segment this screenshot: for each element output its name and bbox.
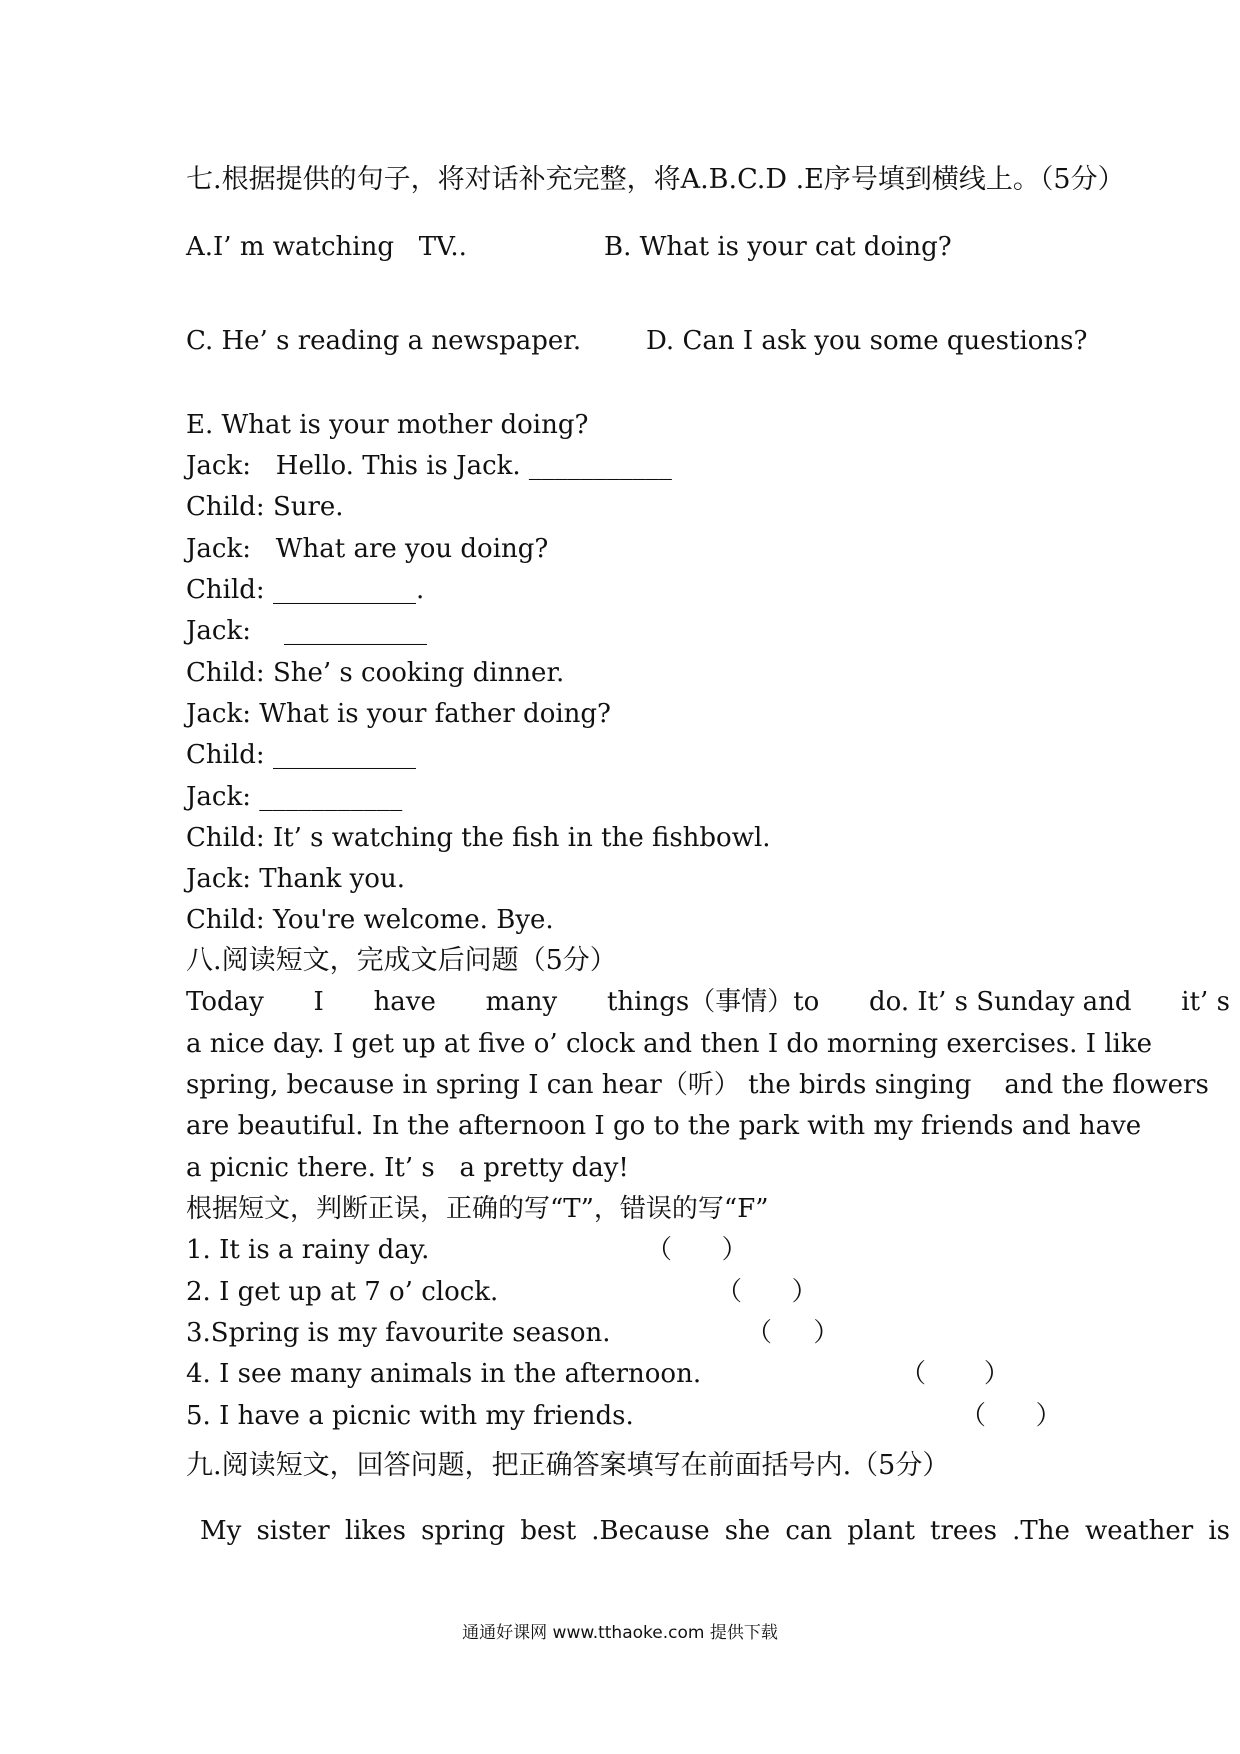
passage-word: trees xyxy=(930,1516,998,1546)
passage-line: a picnic there. It’ s a pretty day! xyxy=(186,1153,629,1183)
section-8-heading: 八.阅读短文，完成文后问题（5分） xyxy=(186,945,617,976)
option-b: B. What is your cat doing? xyxy=(604,232,952,262)
answer-bracket[interactable]: （ ） xyxy=(716,1277,818,1307)
passage-word: likes xyxy=(344,1516,406,1546)
answer-bracket[interactable]: （ ） xyxy=(960,1401,1062,1431)
answer-bracket[interactable]: （ ） xyxy=(646,1235,748,1265)
passage-word: do. It’ s Sunday and xyxy=(869,987,1132,1017)
section-7-heading: 七.根据提供的句子，将对话补充完整，将A.B.C.D .E序号填到横线上。（5分） xyxy=(186,164,1125,195)
dialogue-line: Jack: ___________ xyxy=(186,782,403,812)
dialogue-line: Child: It’ s watching the fish in the fishbowl. xyxy=(186,823,771,853)
passage-word: plant xyxy=(847,1516,915,1546)
passage-word: .The xyxy=(1012,1516,1070,1546)
option-d: D. Can I ask you some questions? xyxy=(646,326,1088,356)
option-e: E. What is your mother doing? xyxy=(186,410,589,440)
passage-line: a nice day. I get up at five o’ clock and then I do morning exercises. I like xyxy=(186,1029,1153,1059)
dialogue-line: Jack: Thank you. xyxy=(186,864,405,894)
option-a: A.I’ m watching TV.. xyxy=(186,232,467,262)
dialogue-line: Jack: ___________ xyxy=(186,616,428,646)
passage-word: is xyxy=(1208,1516,1230,1546)
option-c: C. He’ s reading a newspaper. xyxy=(186,326,582,356)
passage-line xyxy=(186,989,1230,1015)
passage-line: are beautiful. In the afternoon I go to the park with my friends and have xyxy=(186,1111,1142,1141)
dialogue-line: Jack: Hello. This is Jack. ___________ xyxy=(186,451,672,481)
dialogue-line: Child: ___________. xyxy=(186,575,425,605)
statement-text: 1. It is a rainy day. xyxy=(186,1235,430,1265)
passage-line: spring, because in spring I can hear（听） the birds singing and the flowers xyxy=(186,1070,1209,1100)
dialogue-line: Child: You're welcome. Bye. xyxy=(186,905,554,935)
passage-word: it’ s xyxy=(1181,987,1230,1017)
passage-word: Today xyxy=(186,987,264,1017)
tf-instruction: 根据短文，判断正误，正确的写“T”，错误的写“F” xyxy=(186,1194,769,1224)
statement-text: 3.Spring is my favourite season. xyxy=(186,1318,611,1348)
passage-word: My xyxy=(200,1516,242,1546)
passage-word: weather xyxy=(1085,1516,1194,1546)
passage-word: things（事情）to xyxy=(606,987,820,1017)
passage-word: .Because xyxy=(591,1516,710,1546)
passage-word: best xyxy=(520,1516,577,1546)
passage-word: many xyxy=(485,987,558,1017)
answer-bracket[interactable]: （ ） xyxy=(746,1318,840,1348)
passage-word: can xyxy=(785,1516,833,1546)
passage-word: I xyxy=(313,987,324,1017)
page-footer: 通通好课网 www.tthaoke.com 提供下载 xyxy=(462,1623,778,1643)
dialogue-line: Jack: What are you doing? xyxy=(186,534,549,564)
passage-line xyxy=(200,1518,1230,1544)
statement-text: 2. I get up at 7 o’ clock. xyxy=(186,1277,499,1307)
dialogue-line: Child: She’ s cooking dinner. xyxy=(186,658,565,688)
dialogue-line: Child: Sure. xyxy=(186,492,344,522)
passage-word: have xyxy=(373,987,436,1017)
statement-text: 4. I see many animals in the afternoon. xyxy=(186,1359,702,1389)
passage-word: sister xyxy=(256,1516,330,1546)
dialogue-line: Jack: What is your father doing? xyxy=(186,699,611,729)
answer-bracket[interactable]: （ ） xyxy=(900,1359,1010,1389)
passage-word: she xyxy=(724,1516,771,1546)
passage-word: spring xyxy=(421,1516,506,1546)
section-9-heading: 九.阅读短文，回答问题，把正确答案填写在前面括号内.（5分） xyxy=(186,1450,950,1481)
statement-text: 5. I have a picnic with my friends. xyxy=(186,1401,634,1431)
dialogue-line: Child: ___________ xyxy=(186,740,416,770)
